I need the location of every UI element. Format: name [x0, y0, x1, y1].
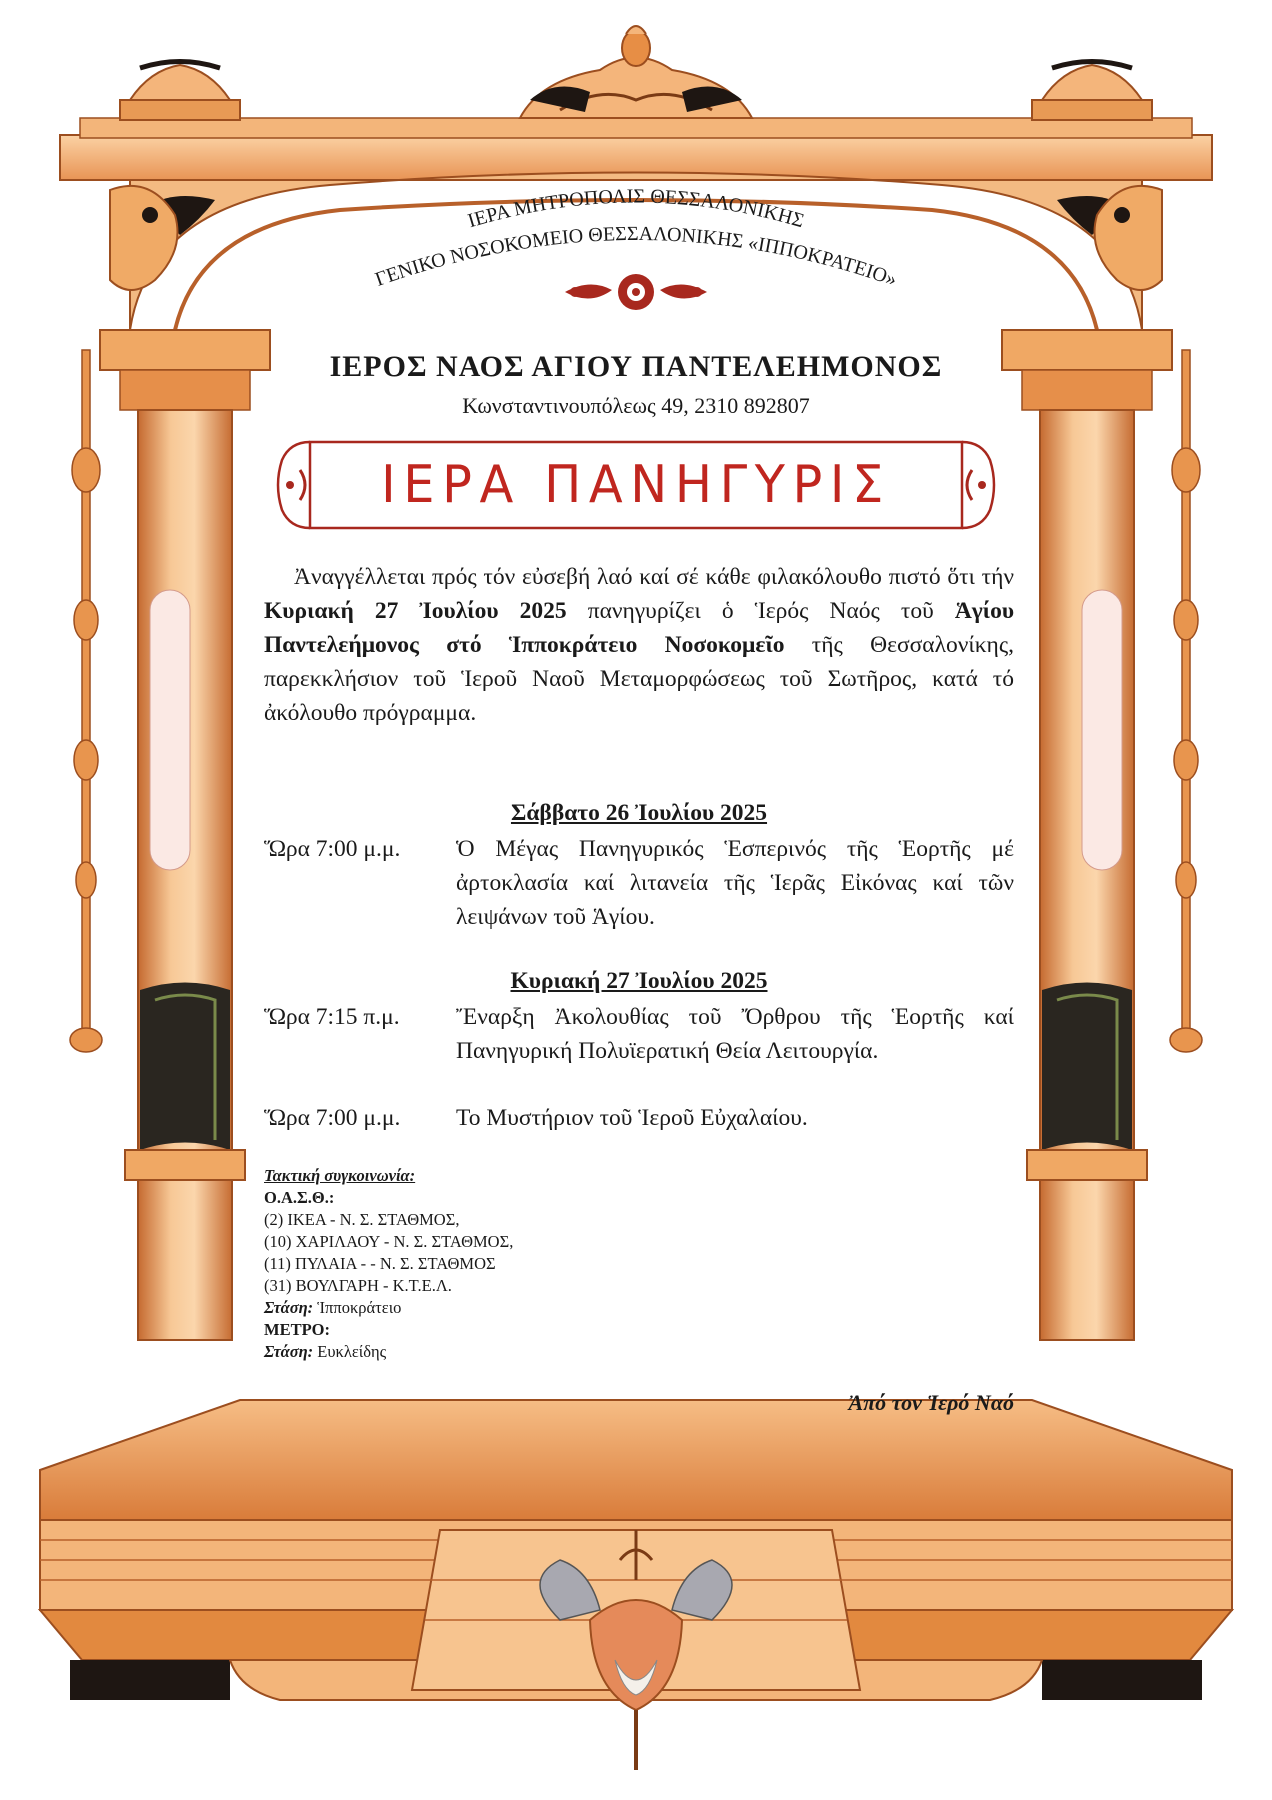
transport-oasth: Ο.Α.Σ.Θ.: [264, 1188, 335, 1207]
schedule-day2-time1: Ὥρα 7:15 π.μ. [264, 1004, 400, 1030]
transport-metro: ΜΕΤΡΟ: [264, 1320, 330, 1339]
bus-stop-value: Ἱπποκράτειο [313, 1298, 402, 1317]
metro-stop-value: Ευκλείδης [313, 1342, 387, 1361]
schedule-day2-desc2: Το Μυστήριον τοῦ Ἱεροῦ Εὐχαλαίου. [456, 1105, 808, 1131]
transport-info [264, 1165, 684, 1363]
schedule-day1-desc: Ὁ Μέγας Πανηγυρικός Ἑσπερινός τῆς Ἑορτῆς μέ ἀρτοκλασία καί λιτανεία τῆς Ἱερᾶς Εἰκόνας καί τῶν λειψάνων τοῦ Ἁγίου. [456, 836, 1014, 930]
announcement-paragraph [264, 560, 1014, 730]
transport-heading: Τακτική συγκοινωνία: [264, 1166, 416, 1185]
transport-line: (2) ΙΚΕΑ - Ν. Σ. ΣΤΑΘΜΟΣ, [264, 1210, 460, 1229]
church-title: ΙΕΡΟΣ ΝΑΟΣ ΑΓΙΟΥ ΠΑΝΤΕΛΕΗΜΟΝΟΣ [329, 350, 943, 383]
transport-line: (10) ΧΑΡΙΛΑΟΥ - Ν. Σ. ΣΤΑΘΜΟΣ, [264, 1232, 514, 1251]
signature: Ἀπό τον Ἱερό Ναό [848, 1390, 1014, 1415]
announcement-text-1: Ἀναγγέλλεται πρός τόν εὐσεβή λαό καί σέ κάθε φιλακόλουθο πιστό ὅτι τήν [294, 564, 1014, 590]
right-column [1002, 330, 1172, 1340]
panigyris-title: ΙΕΡΑ ΠΑΝΗΓΥΡΙΣ [381, 455, 891, 515]
schedule-day2-time2: Ὥρα 7:00 μ.μ. [264, 1105, 401, 1131]
announcement-date: Κυριακή 27 Ἰουλίου 2025 [264, 598, 567, 624]
left-column [100, 330, 270, 1340]
schedule-day1-heading: Σάββατο 26 Ἰουλίου 2025 [510, 800, 768, 826]
red-cross-ornament [565, 274, 707, 310]
announcement-text-2: πανηγυρίζει ὁ Ἱερός Ναός τοῦ [566, 598, 955, 624]
metropolis-title: ΙΕΡΑ ΜΗΤΡΟΠΟΛΙΣ ΘΕΣΣΑΛΟΝΙΚΗΣ [465, 185, 807, 233]
schedule-day2-desc1: Ἔναρξη Ἀκολουθίας τοῦ Ὄρθρου τῆς Ἑορτῆς καί Πανηγυρική Πολυϊερατική Θεία Λειτουργία. [456, 1004, 1014, 1064]
transport-line: (31) ΒΟΥΛΓΑΡΗ - Κ.Τ.Ε.Λ. [264, 1276, 452, 1295]
left-chain-ornament [70, 350, 102, 1052]
transport-line: (11) ΠΥΛΑΙΑ - - Ν. Σ. ΣΤΑΘΜΟΣ [264, 1254, 496, 1273]
schedule-day2-heading: Κυριακή 27 Ἰουλίου 2025 [510, 968, 768, 994]
transport-metro-stop [264, 1341, 684, 1363]
transport-bus-stop [264, 1297, 684, 1319]
right-chain-ornament [1170, 350, 1202, 1052]
announcement-church: Ἁγίου Παντελεήμονος στό Ἱπποκράτειο Νοσοκομεῖο [264, 598, 1015, 658]
schedule-day1-time: Ὥρα 7:00 μ.μ. [264, 836, 401, 862]
announcement-text-3: τῆς Θεσσαλονίκης, παρεκκλήσιον τοῦ Ἱεροῦ Ναοῦ Μεταμορφώσεως τοῦ Σωτῆρος, κατά τό ἀκόλουθο πρόγραμμα. [264, 632, 1015, 726]
bus-stop-label: Στάση: [264, 1298, 314, 1317]
metro-stop-label: Στάση: [264, 1342, 314, 1361]
arc-header [0, 0, 1272, 400]
church-address: Κωνσταντινουπόλεως 49, 2310 892807 [462, 393, 810, 418]
hospital-title: ΓΕΝΙΚΟ ΝΟΣΟΚΟΜΕΙΟ ΘΕΣΣΑΛΟΝΙΚΗΣ «ΙΠΠΟΚΡΑΤΕΙΟ» [372, 222, 900, 291]
